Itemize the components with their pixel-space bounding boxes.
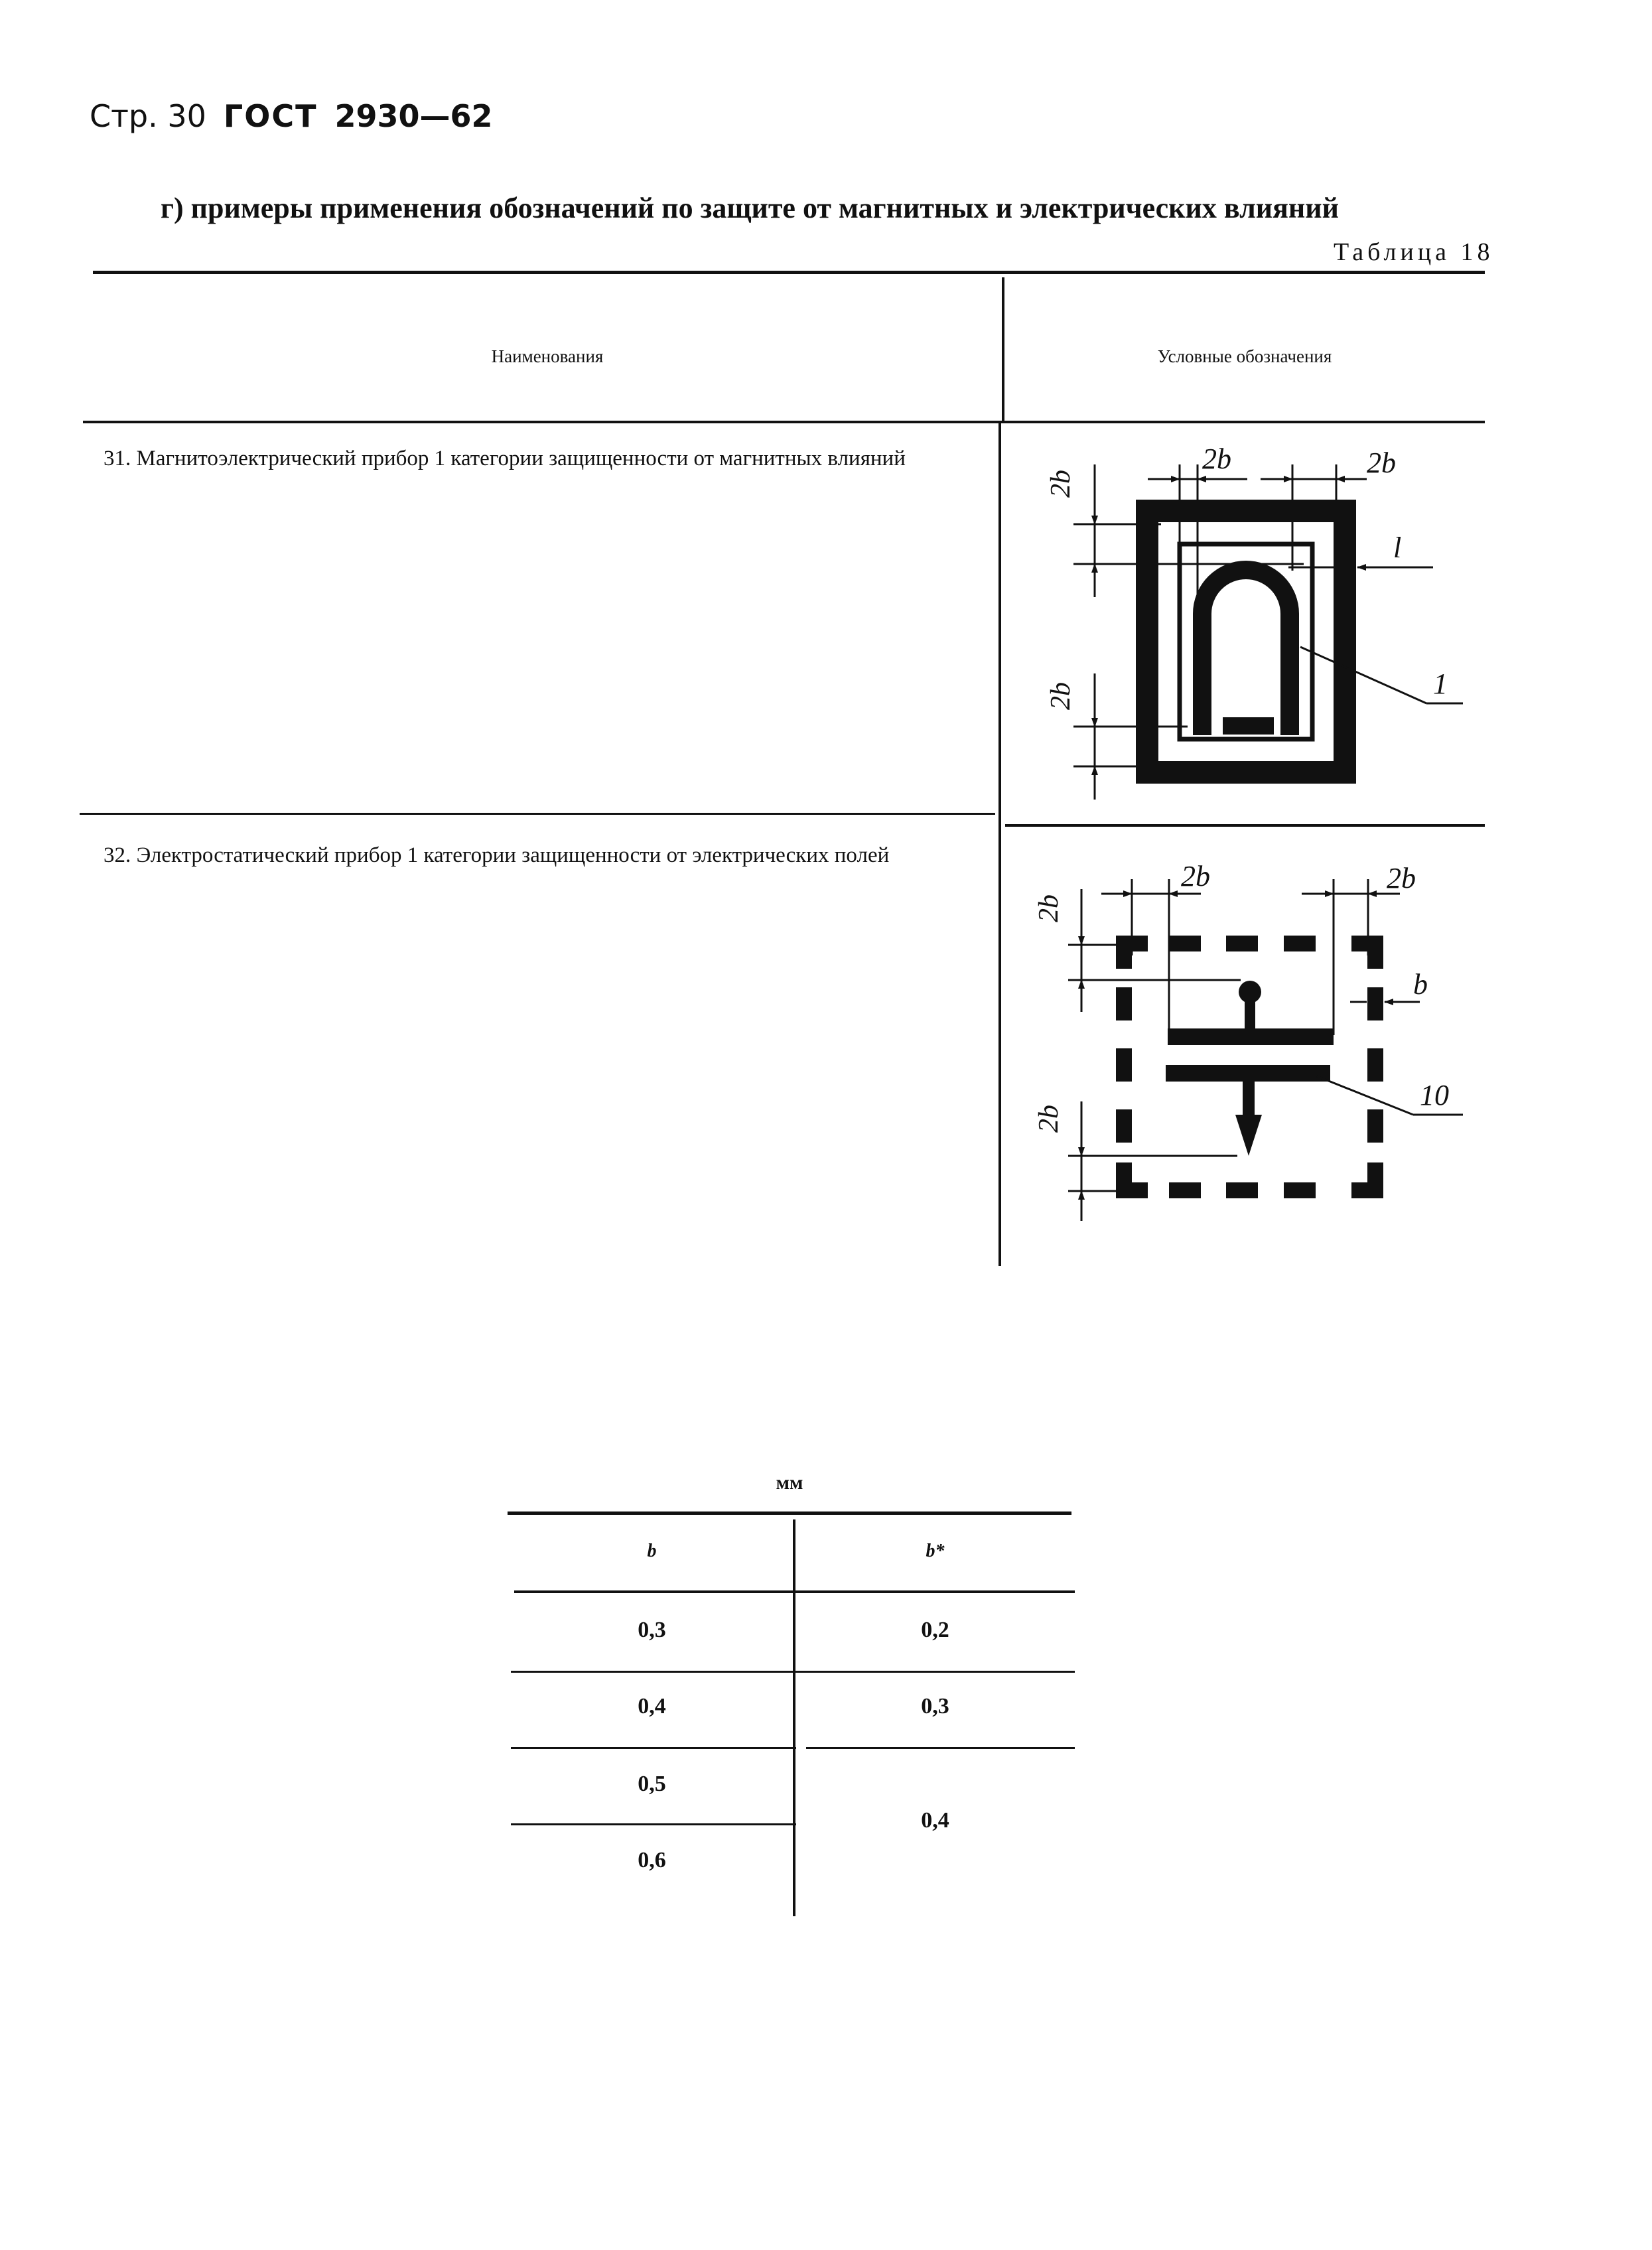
column-header-symbols: Условные обозначения <box>1157 346 1332 366</box>
dim-cell: 0,3 <box>921 1694 949 1719</box>
dim-column-header-b: b <box>647 1541 657 1561</box>
leader-label-1: 1 <box>1433 668 1448 700</box>
dim-cell: 0,5 <box>638 1772 666 1796</box>
dim-column-header-b-star: b* <box>926 1541 945 1561</box>
row-31-text: 31. Магнитоэлектрический прибор 1 категории защищенности от магнитных влияний <box>103 447 906 470</box>
dim-label-left-upper: 2b <box>1046 470 1076 498</box>
dim-label-left-lower: 2b <box>1034 1105 1064 1133</box>
dim-label-top-left: 2b <box>1202 443 1231 475</box>
section-title: г) примеры применения обозначений по защите от магнитных и электрических влияний <box>161 192 1339 224</box>
dim-label-side: l <box>1393 531 1402 564</box>
dim-cell: 0,2 <box>921 1618 949 1642</box>
dim-cell-merged: 0,4 <box>921 1808 949 1833</box>
dim-label-top-left: 2b <box>1181 860 1210 892</box>
dim-label-top-right: 2b <box>1387 862 1416 894</box>
dim-label-left-upper: 2b <box>1034 894 1064 922</box>
leader-label-10: 10 <box>1420 1079 1449 1111</box>
electrostatic-device-symbol <box>1116 936 1383 1198</box>
dim-label-top-right: 2b <box>1367 447 1396 479</box>
column-header-names: Наименования <box>491 346 604 366</box>
dim-table-row-rule-right <box>806 1747 1075 1749</box>
dim-table-top-rule <box>508 1512 1071 1515</box>
dim-table-row-rule-left-2 <box>511 1823 796 1825</box>
page-label: Стр. 30 <box>90 98 206 134</box>
magnetoelectric-device-symbol <box>1147 511 1345 772</box>
dim-cell: 0,6 <box>638 1848 666 1872</box>
dim-label-side: b <box>1413 968 1428 1001</box>
row-32-text: 32. Электростатический прибор 1 категории защищенности от электрических полей <box>103 843 890 867</box>
dim-table-row-rule-left <box>511 1747 796 1749</box>
dim-label-left-lower: 2b <box>1046 682 1076 710</box>
standard-name: ГОСТ <box>223 98 318 134</box>
table-caption: Таблица 18 <box>1334 238 1494 266</box>
dim-cell: 0,4 <box>638 1694 666 1719</box>
standard-number: 2930—62 <box>334 98 493 134</box>
dim-cell: 0,3 <box>638 1618 666 1642</box>
unit-label: мм <box>776 1472 803 1494</box>
